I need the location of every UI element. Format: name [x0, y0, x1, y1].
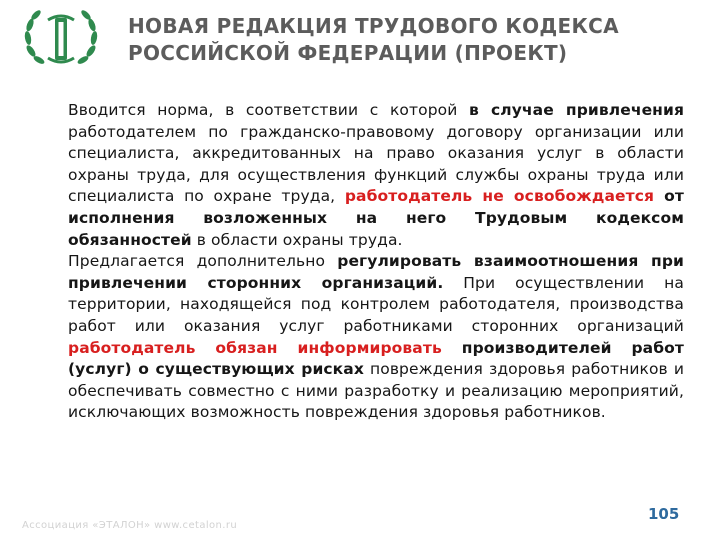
text-run: Вводится норма, в соответствии с которой: [68, 101, 469, 119]
laurel-emblem-icon: [20, 8, 102, 70]
slide-body: [68, 100, 684, 424]
paragraph-proposal: [68, 251, 684, 424]
text-run: Предлагается дополнительно: [68, 252, 338, 271]
page-number: 105: [648, 505, 680, 523]
red-emphasis-run: работодатель не освобождается: [344, 187, 655, 206]
page-title: [128, 13, 619, 67]
emphasis-run: в случае привлечения: [469, 101, 684, 119]
text-run: в области охраны труда.: [191, 230, 403, 249]
text-run: При осуществлении на территории, находящейся под контролем работодателя, производства работ или оказания услуг работниками сторонних организаций: [68, 273, 684, 335]
paragraph-norm: [68, 100, 684, 251]
footer-credit: Ассоциация «ЭТАЛОН» www.cetalon.ru: [22, 520, 238, 531]
logo: [20, 8, 102, 70]
title-line-2: РОССИЙСКОЙ ФЕДЕРАЦИИ (ПРОЕКТ): [128, 41, 568, 65]
text-run: работодателем по гражданско-правовому договору организации или специалиста, аккредитованных на право оказания услуг в области охраны труда, для осуществления функций службы охраны труда или специалиста по охране труда,: [68, 122, 684, 206]
emphasis-run: от исполнения возложенных на него Трудовым кодексом обязанностей: [68, 187, 684, 249]
text-run: повреждения здоровья работников и обеспечивать совместно с ними разработку и реализацию мероприятий, исключающих возможность повреждения здоровья работников.: [68, 360, 684, 422]
emphasis-run: регулировать взаимоотношения при привлечении сторонних организаций.: [68, 252, 684, 292]
title-line-1: НОВАЯ РЕДАКЦИЯ ТРУДОВОГО КОДЕКСА: [128, 14, 619, 38]
emphasis-run: производителей работ (услуг) о существующих рисках: [68, 338, 684, 379]
red-emphasis-run: работодатель обязан информировать: [68, 338, 442, 357]
